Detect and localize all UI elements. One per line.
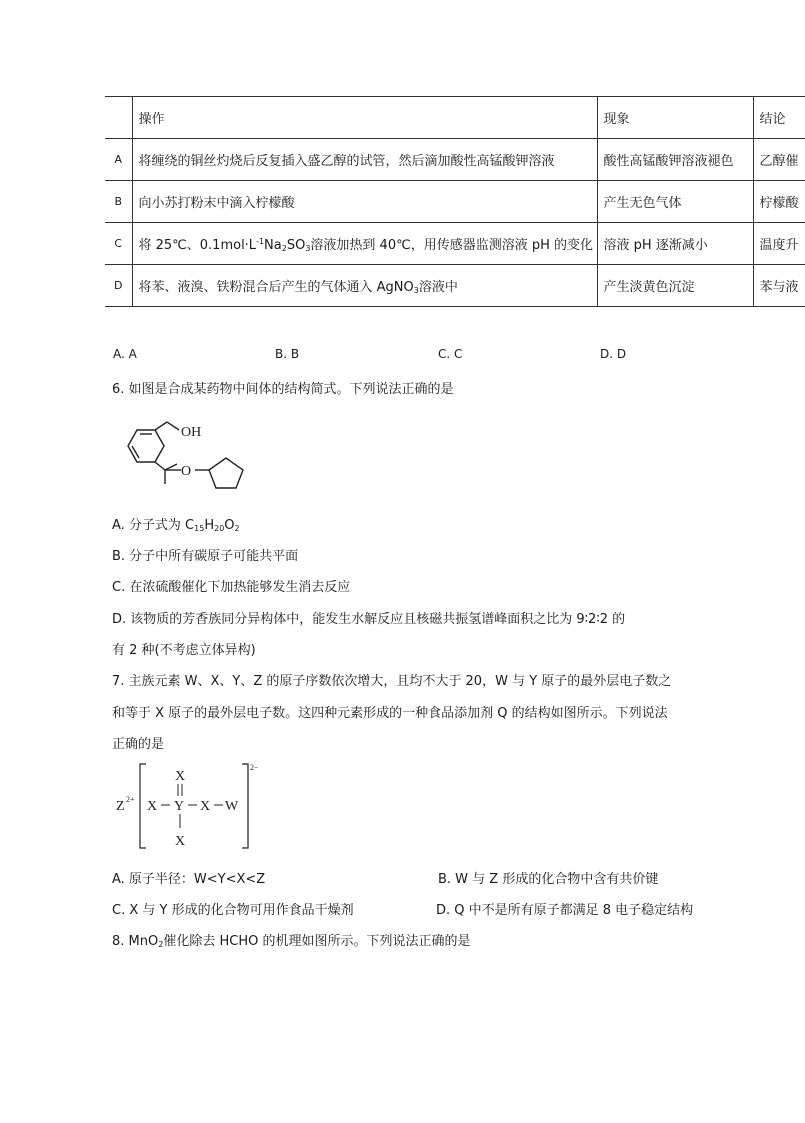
experiment-table — [105, 96, 805, 307]
q7-option-d: D. Q 中不是所有原子都满足 8 电子稳定结构 — [436, 903, 694, 918]
cation-symbol: Z — [116, 799, 125, 814]
q7-stem-line1: 7. 主族元素 W、X、Y、Z 的原子序数依次增大，且均不大于 20，W 与 Y 原子的最外层电子数之 — [112, 674, 672, 689]
op-text: SO — [286, 238, 306, 253]
subscript: 20 — [214, 524, 225, 533]
header-operation: 操作 — [132, 97, 597, 139]
row-phenomenon: 产生淡黄色沉淀 — [597, 265, 753, 307]
row-key: D — [105, 265, 132, 307]
atom-center: Y — [174, 799, 185, 814]
op-subscript: 2 — [281, 244, 287, 253]
subscript: 2 — [158, 940, 164, 949]
row-phenomenon: 产生无色气体 — [597, 181, 753, 223]
op-text: 将 25℃、0.1mol·L — [138, 238, 257, 253]
q5-option-d: D. D — [600, 347, 627, 361]
anion-charge: 2− — [250, 763, 259, 772]
row-conclusion: 温度升 — [753, 223, 805, 265]
text: O — [224, 518, 235, 533]
q6-option-b: B. 分子中所有碳原子可能共平面 — [112, 549, 299, 564]
table-row — [105, 181, 805, 223]
table-header-row — [105, 97, 805, 139]
table-row — [105, 223, 805, 265]
benzene-ring — [128, 430, 164, 462]
atom-top: X — [175, 769, 186, 784]
q6-structure-diagram — [115, 418, 255, 496]
row-conclusion: 乙醇催 — [753, 139, 805, 181]
text: A. 分子式为 C — [112, 518, 195, 533]
row-phenomenon: 酸性高锰酸钾溶液褪色 — [597, 139, 753, 181]
q5-option-a: A. A — [113, 347, 137, 361]
cyclopentane-ring — [209, 458, 243, 488]
op-text: 溶液加热到 40℃，用传感器监测溶液 pH 的变化 — [310, 238, 593, 253]
subscript: 15 — [194, 524, 205, 533]
row-operation: 将缠绕的铜丝灼烧后反复插入盛乙醇的试管，然后滴加酸性高锰酸钾溶液 — [132, 139, 597, 181]
row-operation: 向小苏打粉末中滴入柠檬酸 — [132, 181, 597, 223]
q6-option-d-line1: D. 该物质的芳香族同分异构体中，能发生水解反应且核磁共振氢谱峰面积之比为 9∶2∶2 的 — [112, 612, 626, 627]
q7-structure-diagram — [112, 758, 272, 854]
row-operation — [132, 223, 597, 265]
row-key: B — [105, 181, 132, 223]
q7-stem-line2: 和等于 X 原子的最外层电子数。这四种元素形成的一种食品添加剂 Q 的结构如图所示。下列说法 — [112, 706, 668, 721]
q7-stem-line3: 正确的是 — [112, 737, 165, 752]
double-bond — [178, 784, 182, 796]
text: 8. MnO — [112, 934, 159, 949]
op-subscript: 3 — [413, 286, 419, 295]
q6-option-d-line2: 有 2 种(不考虑立体异构) — [112, 643, 256, 658]
q5-option-b: B. B — [275, 347, 300, 361]
table-row — [105, 265, 805, 307]
op-text: 将苯、液溴、铁粉混合后产生的气体通入 AgNO — [138, 280, 414, 295]
op-text: Na — [264, 238, 282, 253]
o-label: O — [181, 464, 192, 479]
op-subscript: 3 — [305, 244, 311, 253]
q6-option-c: C. 在浓硫酸催化下加热能够发生消去反应 — [112, 580, 351, 595]
row-operation — [132, 265, 597, 307]
subscript: 2 — [234, 524, 240, 533]
q7-option-a: A. 原子半径：W<Y<X<Z — [112, 872, 266, 887]
q8-stem — [112, 930, 470, 949]
row-key: A — [105, 139, 132, 181]
row-key: C — [105, 223, 132, 265]
text: H — [204, 518, 215, 533]
q5-option-c: C. C — [438, 347, 463, 361]
row-phenomenon: 溶液 pH 逐渐减小 — [597, 223, 753, 265]
row-conclusion: 柠檬酸 — [753, 181, 805, 223]
atom-left: X — [147, 799, 158, 814]
op-text: 溶液中 — [418, 280, 458, 295]
row-conclusion: 苯与液 — [753, 265, 805, 307]
atom-right2: W — [225, 799, 239, 814]
q7-option-b: B. W 与 Z 形成的化合物中含有共价键 — [438, 872, 659, 887]
q6-stem: 6. 如图是合成某药物中间体的结构简式。下列说法正确的是 — [112, 382, 454, 397]
header-conclusion: 结论 — [753, 97, 805, 139]
oh-label: OH — [181, 425, 202, 440]
header-phenomenon: 现象 — [597, 97, 753, 139]
text: 催化除去 HCHO 的机理如图所示。下列说法正确的是 — [163, 934, 471, 949]
atom-right1: X — [200, 799, 211, 814]
cation-charge: 2+ — [126, 795, 135, 804]
q7-option-c: C. X 与 Y 形成的化合物可用作食品干燥剂 — [112, 903, 354, 918]
q6-option-a — [112, 514, 240, 533]
table-clip — [0, 0, 799, 400]
atom-bottom: X — [175, 834, 186, 849]
table-row — [105, 139, 805, 181]
op-superscript: -1 — [256, 237, 265, 246]
header-blank — [105, 97, 132, 139]
